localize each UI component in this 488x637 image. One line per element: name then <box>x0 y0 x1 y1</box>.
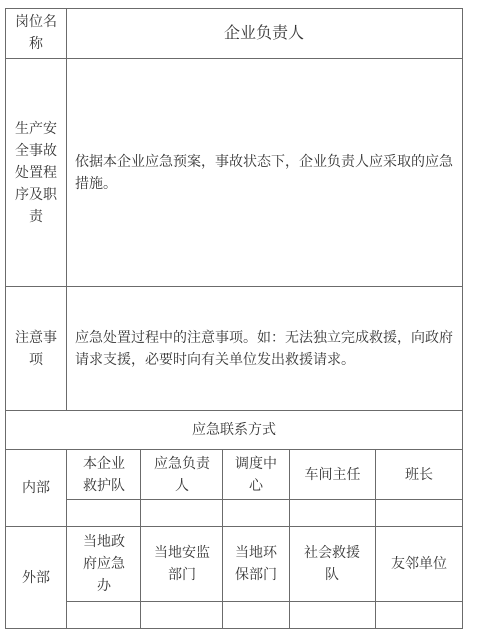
notes-label: 注意事项 <box>15 329 57 368</box>
procedure-label: 生产安全事故处置程序及职责 <box>15 120 57 225</box>
post-name-value: 企业负责人 <box>223 23 304 42</box>
internal-contact-emergency-head: 应急负责人 <box>154 455 210 494</box>
external-contact-rescue-team: 社会救援队 <box>304 545 360 583</box>
grid-line <box>5 628 463 629</box>
contacts-title: 应急联系方式 <box>192 422 276 438</box>
external-contact-environment-dept: 当地环保部门 <box>235 545 277 583</box>
external-contact-government-office: 当地政府应急办 <box>83 534 125 594</box>
external-value-cell <box>67 602 462 628</box>
internal-contact-workshop-director: 车间主任 <box>304 466 361 483</box>
internal-contact-rescue-team: 本企业救护队 <box>83 455 125 494</box>
external-label: 外部 <box>22 569 50 586</box>
internal-value-cell <box>67 500 462 526</box>
external-contact-safety-dept: 当地安监部门 <box>154 545 210 583</box>
internal-contact-team-leader: 班长 <box>405 466 433 483</box>
procedure-text: 依据本企业应急预案，事故状态下，企业负责人应采取的应急措施。 <box>75 153 453 192</box>
internal-label: 内部 <box>22 480 50 496</box>
external-contact-neighbor-unit: 友邻单位 <box>391 556 447 572</box>
notes-text: 应急处置过程中的注意事项。如：无法独立完成救援，向政府请求支援，必要时向有关单位发出救援请求。 <box>75 329 453 368</box>
post-name-label: 岗位名称 <box>15 14 57 52</box>
grid-line <box>462 8 463 629</box>
internal-contact-dispatch-center: 调度中心 <box>235 455 277 494</box>
